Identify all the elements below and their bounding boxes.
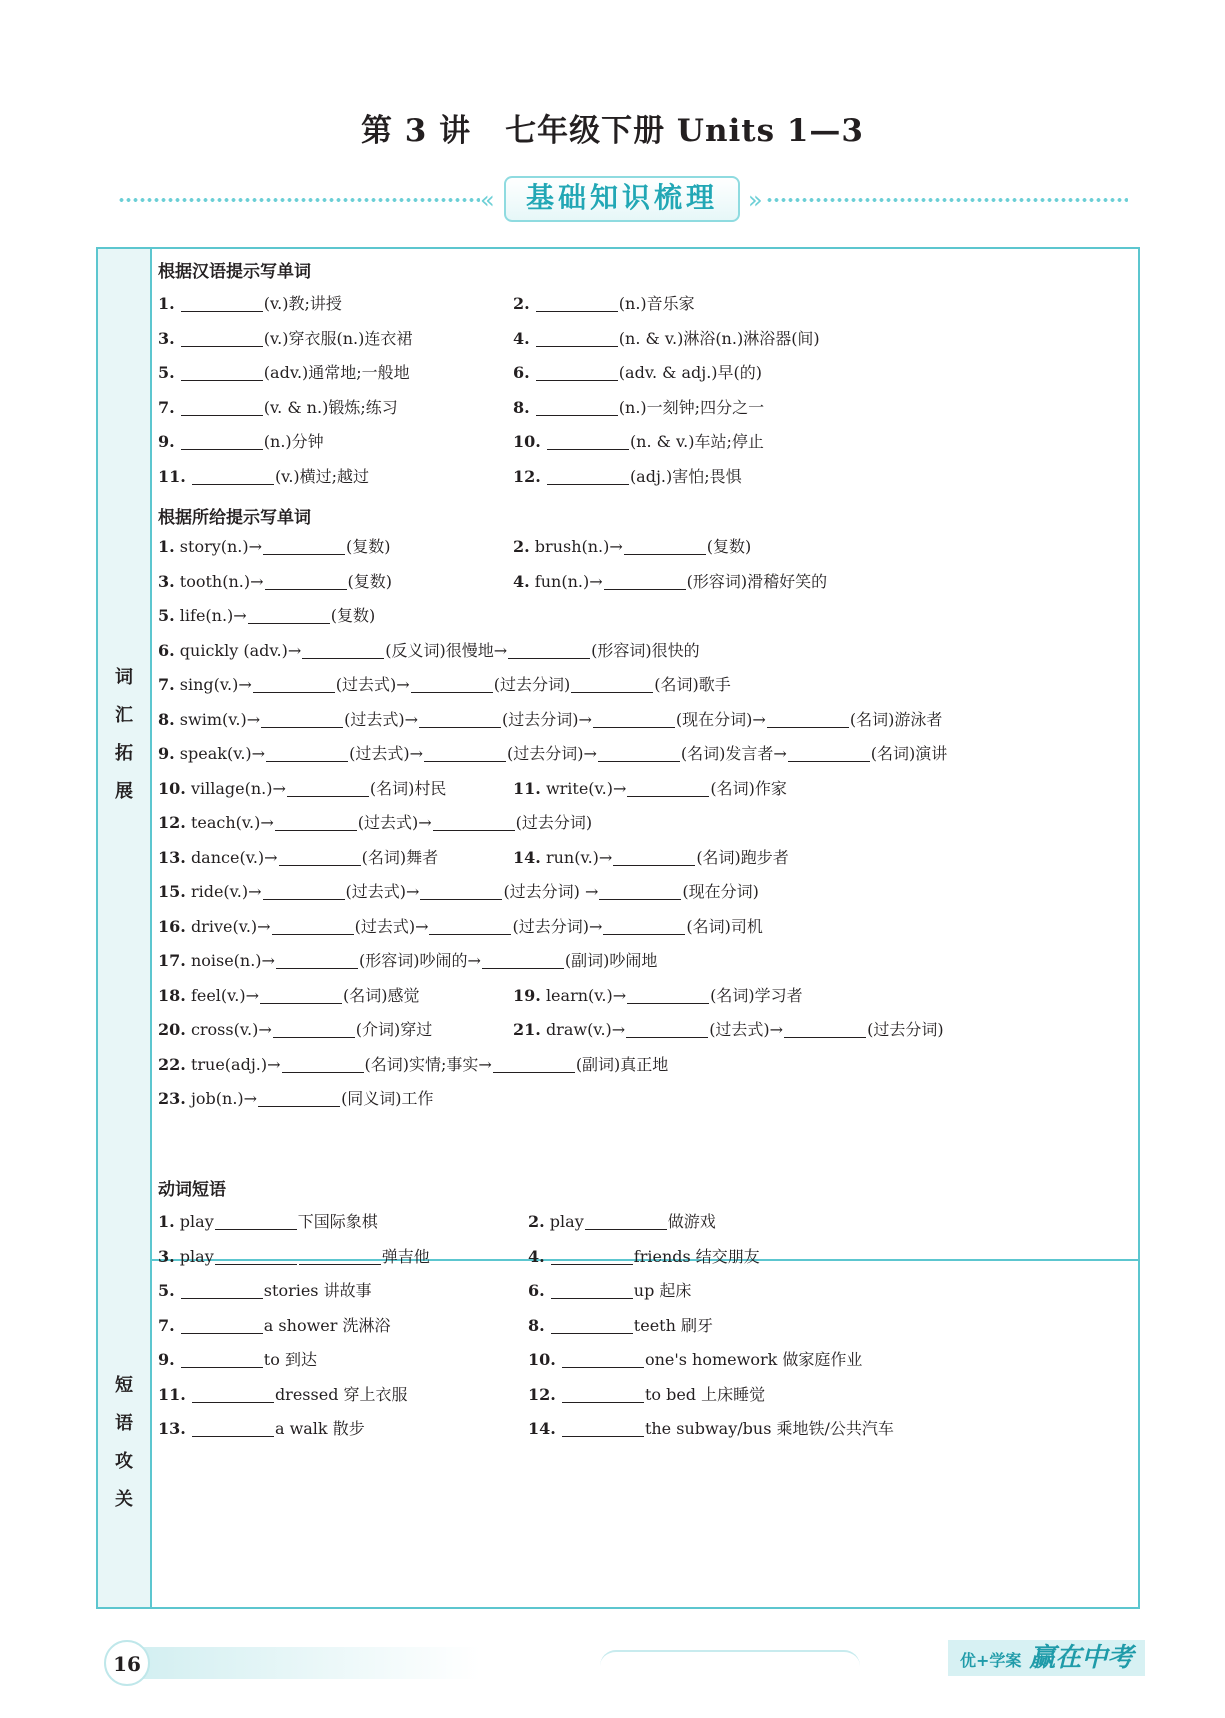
exercise-item <box>158 360 410 383</box>
item-number: 17. <box>158 951 186 970</box>
item-number: 11. <box>158 1384 186 1404</box>
item-text: teeth 刷牙 <box>633 1315 713 1335</box>
item-text: stories 讲故事 <box>263 1281 372 1300</box>
item-text: speak(v.)→ <box>179 744 266 763</box>
answer-blank[interactable] <box>536 397 618 416</box>
exercise-item <box>513 983 803 1006</box>
exercise-table <box>96 247 1140 1609</box>
answer-blank[interactable] <box>181 397 263 416</box>
answer-blank[interactable] <box>181 362 263 381</box>
chevron-left-icon: « <box>480 186 495 214</box>
item-number: 12. <box>513 466 541 486</box>
answer-blank[interactable] <box>593 709 675 728</box>
exercise-item <box>513 1017 944 1040</box>
exercise-item <box>528 1278 691 1301</box>
item-text: learn(v.)→ <box>545 985 627 1005</box>
item-number: 13. <box>158 1419 186 1438</box>
exercise-item <box>158 1209 378 1232</box>
answer-blank[interactable] <box>192 1384 274 1403</box>
exercise-item <box>528 1416 894 1439</box>
item-number: 3. <box>158 1246 175 1266</box>
answer-blank[interactable] <box>429 916 511 935</box>
item-text: (名词)学习者 <box>710 985 803 1005</box>
item-number: 9. <box>158 432 175 451</box>
answer-blank[interactable] <box>562 1384 644 1403</box>
answer-blank[interactable] <box>260 985 342 1004</box>
item-text: (同义词)工作 <box>341 1089 434 1108</box>
item-text: (n.)一刻钟;四分之一 <box>618 397 765 417</box>
item-number: 3. <box>158 571 175 591</box>
answer-blank[interactable] <box>547 466 629 485</box>
answer-blank[interactable] <box>598 743 680 762</box>
item-number: 11. <box>158 466 186 486</box>
answer-blank[interactable] <box>784 1019 866 1038</box>
dotted-rule-left <box>118 198 480 202</box>
item-number: 6. <box>513 363 530 382</box>
side-label-vocabulary <box>98 249 152 1259</box>
item-text: (名词)演讲 <box>870 744 948 763</box>
exercise-item <box>158 291 342 314</box>
item-number: 14. <box>513 847 541 867</box>
item-text: (过去式)→ <box>344 709 419 729</box>
item-text: (过去分词)→ <box>502 709 592 729</box>
section-banner <box>118 176 1128 224</box>
side-char: 攻 <box>115 1451 133 1472</box>
item-text: teach(v.)→ <box>190 813 274 832</box>
item-number: 4. <box>528 1246 545 1266</box>
item-text: (形容词)吵闹的→ <box>358 951 481 970</box>
phrase-heading: 动词短语 <box>158 1180 226 1200</box>
answer-blank[interactable] <box>282 1054 364 1073</box>
brand-big: 赢在中考 <box>1029 1643 1134 1673</box>
answer-blank[interactable] <box>265 571 347 590</box>
exercise-item <box>513 534 751 557</box>
exercise-item <box>158 1017 432 1040</box>
exercise-item <box>158 879 759 902</box>
item-text: fun(n.)→ <box>534 571 603 591</box>
item-text: (名词)村民 <box>369 778 447 798</box>
item-text: story(n.)→ <box>179 537 263 556</box>
item-text: (名词)游泳者 <box>849 709 943 729</box>
item-text: life(n.)→ <box>179 606 247 625</box>
item-number: 19. <box>513 985 541 1005</box>
exercise-item <box>158 1382 408 1405</box>
item-text: sing(v.)→ <box>179 675 252 694</box>
answer-blank[interactable] <box>551 1280 633 1299</box>
exercise-item <box>528 1382 765 1405</box>
item-text: brush(n.)→ <box>534 537 623 556</box>
item-text: (n.)音乐家 <box>618 294 695 313</box>
item-text: (副词)真正地 <box>575 1054 669 1074</box>
item-text: (介词)穿过 <box>355 1020 433 1039</box>
item-number: 6. <box>528 1281 545 1300</box>
item-number: 8. <box>528 1315 545 1335</box>
answer-blank[interactable] <box>192 466 274 485</box>
exercise-item <box>158 1244 430 1267</box>
item-text: play <box>179 1246 214 1266</box>
answer-blank[interactable] <box>433 812 515 831</box>
answer-blank[interactable] <box>626 1019 708 1038</box>
side-char: 展 <box>115 781 133 802</box>
lesson-title: 七年级下册 Units 1—3 <box>505 113 864 149</box>
item-text: (名词)跑步者 <box>696 847 789 867</box>
footer-curve <box>600 1650 860 1666</box>
item-text: (v.)教;讲授 <box>263 294 342 313</box>
item-text: (现在分词) <box>682 882 759 901</box>
item-text: (过去式)→ <box>354 916 429 936</box>
exercise-item <box>158 948 657 971</box>
item-text: 弹吉他 <box>381 1246 430 1266</box>
answer-blank[interactable] <box>181 293 263 312</box>
item-text: ride(v.)→ <box>190 882 262 901</box>
item-text: (过去分词) <box>867 1020 944 1039</box>
item-text: (副词)吵闹地 <box>564 951 658 970</box>
answer-blank[interactable] <box>571 674 653 693</box>
exercise-item <box>158 914 763 937</box>
answer-blank[interactable] <box>411 674 493 693</box>
item-text: job(n.)→ <box>190 1089 258 1108</box>
item-number: 14. <box>528 1419 556 1438</box>
answer-blank[interactable] <box>263 881 345 900</box>
side-char: 拓 <box>115 743 133 764</box>
item-text: run(v.)→ <box>545 847 613 867</box>
item-text: one's homework 做家庭作业 <box>644 1350 863 1369</box>
item-text: (过去式)→ <box>335 675 410 694</box>
side-char: 汇 <box>115 705 133 726</box>
exercise-item <box>513 429 764 452</box>
item-text: (过去式)→ <box>345 882 420 901</box>
answer-blank[interactable] <box>261 709 343 728</box>
answer-blank[interactable] <box>263 536 345 555</box>
item-text: (形容词)很快的 <box>591 640 700 660</box>
answer-blank[interactable] <box>419 709 501 728</box>
item-text: (复数) <box>347 571 393 591</box>
item-number: 10. <box>513 432 541 451</box>
exercise-item <box>158 810 592 833</box>
item-number: 4. <box>513 328 530 348</box>
item-text: (过去式)→ <box>349 744 423 763</box>
item-text: (n. & v.)车站;停止 <box>629 432 764 451</box>
item-text: a shower 洗淋浴 <box>263 1315 391 1335</box>
exercise-item <box>513 776 787 799</box>
answer-blank[interactable] <box>767 709 849 728</box>
item-number: 7. <box>158 1315 175 1335</box>
answer-blank[interactable] <box>613 847 695 866</box>
answer-blank[interactable] <box>275 812 357 831</box>
item-number: 13. <box>158 847 186 867</box>
item-text: to bed 上床睡觉 <box>644 1384 766 1404</box>
answer-blank[interactable] <box>258 1088 340 1107</box>
exercise-item <box>158 569 392 592</box>
item-number: 18. <box>158 985 186 1005</box>
answer-blank[interactable] <box>299 1246 381 1265</box>
item-text: (复数) <box>330 606 376 625</box>
exercise-item <box>158 326 412 349</box>
answer-blank[interactable] <box>302 640 384 659</box>
answer-blank[interactable] <box>181 1315 263 1334</box>
answer-blank[interactable] <box>788 743 870 762</box>
item-text: feel(v.)→ <box>190 985 260 1005</box>
exercise-item <box>158 429 324 452</box>
exercise-item <box>513 464 742 487</box>
item-number: 16. <box>158 916 186 936</box>
item-text: dressed 穿上衣服 <box>274 1384 408 1404</box>
answer-blank[interactable] <box>603 916 685 935</box>
answer-blank[interactable] <box>604 571 686 590</box>
exercise-item <box>158 603 375 626</box>
answer-blank[interactable] <box>181 1349 263 1368</box>
item-text: (名词)舞者 <box>361 847 439 867</box>
item-text: play <box>549 1212 584 1231</box>
answer-blank[interactable] <box>276 950 358 969</box>
brand-logo <box>948 1640 1145 1676</box>
side-char: 关 <box>115 1489 133 1510</box>
answer-blank[interactable] <box>547 431 629 450</box>
item-text: write(v.)→ <box>545 778 627 798</box>
page-title <box>0 105 1225 150</box>
item-text: noise(n.)→ <box>190 951 275 970</box>
exercise-item <box>528 1209 716 1232</box>
item-number: 20. <box>158 1020 186 1039</box>
exercise-item <box>158 707 942 730</box>
banner-label: 基础知识梳理 <box>504 176 740 222</box>
item-number: 8. <box>513 397 530 417</box>
answer-blank[interactable] <box>279 847 361 866</box>
answer-blank[interactable] <box>627 778 709 797</box>
exercise-item <box>158 395 398 418</box>
item-text: (名词)歌手 <box>654 675 731 694</box>
item-text: 做游戏 <box>667 1212 716 1231</box>
item-number: 1. <box>158 537 175 556</box>
item-text: swim(v.)→ <box>179 709 261 729</box>
item-text: (现在分词)→ <box>675 709 766 729</box>
item-text: (形容词)滑稽好笑的 <box>686 571 828 591</box>
item-text: drive(v.)→ <box>190 916 271 936</box>
item-number: 12. <box>158 813 186 832</box>
answer-blank[interactable] <box>624 536 706 555</box>
exercise-item <box>158 845 438 868</box>
answer-blank[interactable] <box>253 674 335 693</box>
exercise-item <box>513 569 827 592</box>
item-number: 22. <box>158 1054 186 1074</box>
item-number: 1. <box>158 1212 175 1231</box>
item-number: 21. <box>513 1020 541 1039</box>
item-text: (过去分词)→ <box>506 744 597 763</box>
answer-blank[interactable] <box>420 881 502 900</box>
item-text: (过去分词) <box>493 675 571 694</box>
item-text: (复数) <box>706 537 752 556</box>
part1-heading: 根据汉语提示写单词 <box>158 262 311 282</box>
chevron-right-icon: » <box>748 186 763 214</box>
lesson-number: 第 3 讲 <box>360 113 472 149</box>
answer-blank[interactable] <box>192 1418 274 1437</box>
footer-bar <box>140 1647 480 1679</box>
item-text: (反义词)很慢地→ <box>385 640 508 660</box>
item-number: 3. <box>158 328 175 348</box>
exercise-item <box>158 1347 317 1370</box>
item-text: (名词)司机 <box>686 916 763 936</box>
answer-blank[interactable] <box>273 1019 355 1038</box>
item-text: dance(v.)→ <box>190 847 278 867</box>
item-text: draw(v.)→ <box>545 1020 626 1039</box>
exercise-item <box>513 291 695 314</box>
answer-blank[interactable] <box>215 1211 297 1230</box>
item-number: 23. <box>158 1089 186 1108</box>
answer-blank[interactable] <box>599 881 681 900</box>
answer-blank[interactable] <box>272 916 354 935</box>
item-text: (复数) <box>346 537 391 556</box>
item-number: 2. <box>528 1212 545 1231</box>
side-label-phrases <box>98 1259 152 1607</box>
item-text: (adv.)通常地;一般地 <box>263 363 410 382</box>
exercise-item <box>158 1052 668 1075</box>
exercise-item <box>513 360 762 383</box>
side-char: 语 <box>115 1413 133 1434</box>
answer-blank[interactable] <box>536 293 618 312</box>
exercise-item <box>528 1347 862 1370</box>
item-text: (名词)实情;事实→ <box>364 1054 492 1074</box>
item-number: 11. <box>513 778 541 798</box>
answer-blank[interactable] <box>181 1280 263 1299</box>
item-text: 下国际象棋 <box>297 1212 378 1231</box>
answer-blank[interactable] <box>215 1246 297 1265</box>
item-text: true(adj.)→ <box>190 1054 281 1074</box>
item-text: to 到达 <box>263 1350 317 1369</box>
exercise-item <box>158 1313 390 1336</box>
item-text: quickly (adv.)→ <box>179 640 302 660</box>
answer-blank[interactable] <box>627 985 709 1004</box>
item-text: village(n.)→ <box>190 778 286 798</box>
exercise-item <box>158 1278 372 1301</box>
answer-blank[interactable] <box>536 328 618 347</box>
item-number: 5. <box>158 606 175 625</box>
item-text: (名词)感觉 <box>343 985 420 1005</box>
item-text: (adv. & adj.)早(的) <box>618 363 763 382</box>
exercise-item <box>528 1244 760 1267</box>
item-text: (过去分词) <box>515 813 593 832</box>
answer-blank[interactable] <box>181 328 263 347</box>
item-number: 15. <box>158 882 186 901</box>
item-number: 2. <box>513 537 530 556</box>
answer-blank[interactable] <box>508 640 590 659</box>
item-text: (n. & v.)淋浴(n.)淋浴器(间) <box>618 328 820 348</box>
item-text: (adj.)害怕;畏惧 <box>629 466 742 486</box>
exercise-item <box>158 983 420 1006</box>
exercise-item <box>158 1086 434 1109</box>
exercise-item <box>158 776 446 799</box>
answer-blank[interactable] <box>287 778 369 797</box>
item-number: 5. <box>158 1281 175 1300</box>
item-text: (名词)发言者→ <box>680 744 787 763</box>
side-char: 词 <box>115 667 133 688</box>
item-text: (v. & n.)锻炼;练习 <box>263 397 398 417</box>
item-text: (n.)分钟 <box>263 432 324 451</box>
item-text: a walk 散步 <box>274 1419 365 1438</box>
answer-blank[interactable] <box>551 1315 633 1334</box>
item-text: cross(v.)→ <box>190 1020 272 1039</box>
brand-small: 优+学案 <box>960 1651 1022 1670</box>
item-number: 2. <box>513 294 530 313</box>
item-text: the subway/bus 乘地铁/公共汽车 <box>644 1419 894 1438</box>
item-number: 10. <box>528 1350 556 1369</box>
answer-blank[interactable] <box>551 1246 633 1265</box>
item-text: tooth(n.)→ <box>179 571 264 591</box>
item-number: 9. <box>158 744 175 763</box>
answer-blank[interactable] <box>248 605 330 624</box>
answer-blank[interactable] <box>181 431 263 450</box>
item-number: 1. <box>158 294 175 313</box>
item-number: 8. <box>158 709 175 729</box>
item-number: 10. <box>158 778 186 798</box>
exercise-item <box>158 1416 365 1439</box>
answer-blank[interactable] <box>482 950 564 969</box>
exercise-item <box>158 464 369 487</box>
exercise-item <box>513 326 820 349</box>
item-number: 12. <box>528 1384 556 1404</box>
exercise-item <box>158 534 391 557</box>
exercise-item <box>158 741 947 764</box>
item-text: play <box>179 1212 214 1231</box>
exercise-item <box>513 845 789 868</box>
item-number: 7. <box>158 397 175 417</box>
item-number: 9. <box>158 1350 175 1369</box>
answer-blank[interactable] <box>493 1054 575 1073</box>
answer-blank[interactable] <box>562 1349 644 1368</box>
exercise-item <box>158 638 700 661</box>
item-text: friends 结交朋友 <box>633 1246 760 1266</box>
item-text: (v.)横过;越过 <box>274 466 370 486</box>
answer-blank[interactable] <box>562 1418 644 1437</box>
item-text: (过去分词)→ <box>512 916 603 936</box>
exercise-item <box>528 1313 713 1336</box>
item-text: (v.)穿衣服(n.)连衣裙 <box>263 328 413 348</box>
exercise-item <box>158 672 731 695</box>
item-text: (名词)作家 <box>710 778 787 798</box>
dotted-rule-right <box>766 198 1128 202</box>
item-text: (过去式)→ <box>709 1020 784 1039</box>
answer-blank[interactable] <box>585 1211 667 1230</box>
item-text: (过去分词) → <box>503 882 599 901</box>
item-number: 5. <box>158 363 175 382</box>
item-number: 6. <box>158 640 175 660</box>
answer-blank[interactable] <box>424 743 506 762</box>
side-char: 短 <box>115 1375 133 1396</box>
item-number: 7. <box>158 675 175 694</box>
exercise-item <box>513 395 764 418</box>
item-text: (过去式)→ <box>357 813 432 832</box>
item-text: up 起床 <box>633 1281 692 1300</box>
item-number: 4. <box>513 571 530 591</box>
page-number: 16 <box>104 1640 150 1686</box>
part2-heading: 根据所给提示写单词 <box>158 508 311 528</box>
answer-blank[interactable] <box>536 362 618 381</box>
answer-blank[interactable] <box>266 743 348 762</box>
